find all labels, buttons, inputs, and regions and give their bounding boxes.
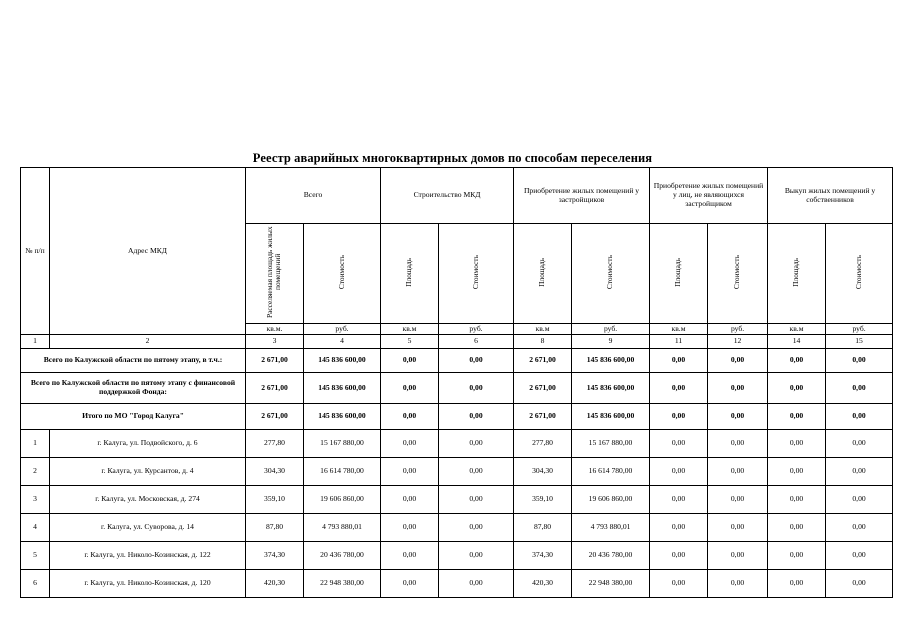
header-sub-area-long: Расселяемая площадь жилых помещений	[246, 224, 304, 324]
registry-table	[20, 167, 893, 598]
header-group-total: Всего	[246, 168, 381, 224]
col-number: 3	[246, 335, 304, 349]
summary-value: 0,00	[768, 349, 826, 373]
summary-value: 0,00	[381, 349, 439, 373]
row-value: 374,30	[514, 542, 572, 570]
summary-value: 0,00	[826, 373, 893, 404]
summary-value: 2 671,00	[246, 373, 304, 404]
header-sub-cost: Стоимость	[304, 224, 381, 324]
row-value: 0,00	[381, 514, 439, 542]
summary-value: 0,00	[650, 349, 708, 373]
header-group-buyout: Выкуп жилых помещений у собственников	[768, 168, 893, 224]
row-value: 0,00	[768, 486, 826, 514]
row-value: 304,30	[246, 458, 304, 486]
row-number: 6	[21, 570, 50, 598]
header-sub-area: Площадь	[650, 224, 708, 324]
summary-value: 2 671,00	[246, 349, 304, 373]
row-value: 0,00	[439, 570, 514, 598]
summary-value: 145 836 600,00	[304, 349, 381, 373]
unit-label: кв.м.	[246, 324, 304, 335]
row-value: 0,00	[439, 514, 514, 542]
header-sub-area: Площадь	[514, 224, 572, 324]
row-value: 22 948 380,00	[572, 570, 650, 598]
row-number: 4	[21, 514, 50, 542]
row-value: 304,30	[514, 458, 572, 486]
summary-row	[21, 373, 893, 404]
row-value: 19 606 860,00	[304, 486, 381, 514]
summary-value: 0,00	[826, 404, 893, 430]
row-value: 0,00	[826, 458, 893, 486]
table-row	[21, 486, 893, 514]
header-sub-cost: Стоимость	[826, 224, 893, 324]
unit-label: руб.	[826, 324, 893, 335]
summary-value: 145 836 600,00	[572, 373, 650, 404]
col-number: 11	[650, 335, 708, 349]
row-value: 0,00	[708, 486, 768, 514]
summary-row	[21, 404, 893, 430]
header-sub-cost: Стоимость	[708, 224, 768, 324]
col-number: 5	[381, 335, 439, 349]
row-value: 16 614 780,00	[304, 458, 381, 486]
summary-value: 145 836 600,00	[304, 404, 381, 430]
summary-value: 145 836 600,00	[572, 349, 650, 373]
row-address: г. Калуга, ул. Суворова, д. 14	[50, 514, 246, 542]
row-value: 0,00	[650, 542, 708, 570]
unit-label: руб.	[304, 324, 381, 335]
summary-value: 0,00	[381, 373, 439, 404]
row-value: 87,80	[514, 514, 572, 542]
summary-value: 0,00	[768, 404, 826, 430]
row-value: 0,00	[650, 514, 708, 542]
row-value: 0,00	[708, 458, 768, 486]
row-value: 0,00	[439, 430, 514, 458]
row-value: 0,00	[826, 570, 893, 598]
row-value: 374,30	[246, 542, 304, 570]
row-value: 0,00	[826, 486, 893, 514]
col-number: 14	[768, 335, 826, 349]
row-value: 277,80	[514, 430, 572, 458]
row-value: 15 167 880,00	[304, 430, 381, 458]
row-value: 4 793 880,01	[304, 514, 381, 542]
unit-label: кв.м	[650, 324, 708, 335]
row-value: 0,00	[826, 542, 893, 570]
header-sub-area: Площадь	[381, 224, 439, 324]
table-row	[21, 514, 893, 542]
row-value: 20 436 780,00	[572, 542, 650, 570]
row-value: 0,00	[381, 542, 439, 570]
row-number: 2	[21, 458, 50, 486]
summary-value: 0,00	[708, 404, 768, 430]
row-number: 3	[21, 486, 50, 514]
col-number: 2	[50, 335, 246, 349]
row-value: 420,30	[514, 570, 572, 598]
col-number: 6	[439, 335, 514, 349]
summary-value: 0,00	[650, 373, 708, 404]
row-value: 0,00	[768, 458, 826, 486]
row-value: 16 614 780,00	[572, 458, 650, 486]
row-value: 4 793 880,01	[572, 514, 650, 542]
row-address: г. Калуга, ул. Подвойского, д. 6	[50, 430, 246, 458]
row-value: 87,80	[246, 514, 304, 542]
unit-label: руб.	[708, 324, 768, 335]
header-group-construction: Строительство МКД	[381, 168, 514, 224]
row-value: 277,80	[246, 430, 304, 458]
summary-value: 0,00	[768, 373, 826, 404]
summary-value: 0,00	[381, 404, 439, 430]
row-address: г. Калуга, ул. Курсантов, д. 4	[50, 458, 246, 486]
header-sub-area: Площадь	[768, 224, 826, 324]
header-sub-cost: Стоимость	[572, 224, 650, 324]
row-value: 420,30	[246, 570, 304, 598]
row-value: 0,00	[650, 458, 708, 486]
col-number: 4	[304, 335, 381, 349]
col-number: 1	[21, 335, 50, 349]
header-sub-cost: Стоимость	[439, 224, 514, 324]
row-value: 0,00	[650, 570, 708, 598]
row-value: 359,10	[246, 486, 304, 514]
row-address: г. Калуга, ул. Николо-Козинская, д. 120	[50, 570, 246, 598]
summary-value: 0,00	[708, 373, 768, 404]
row-value: 0,00	[381, 486, 439, 514]
row-value: 0,00	[381, 458, 439, 486]
row-value: 0,00	[439, 458, 514, 486]
row-value: 0,00	[381, 570, 439, 598]
header-num: № п/п	[21, 168, 50, 335]
col-number: 8	[514, 335, 572, 349]
row-value: 0,00	[768, 514, 826, 542]
row-value: 19 606 860,00	[572, 486, 650, 514]
summary-label: Всего по Калужской области по пятому этапу, в т.ч.:	[21, 349, 246, 373]
summary-label: Итого по МО "Город Калуга"	[21, 404, 246, 430]
row-value: 0,00	[439, 542, 514, 570]
unit-label: кв.м	[768, 324, 826, 335]
row-address: г. Калуга, ул. Московская, д. 274	[50, 486, 246, 514]
summary-label: Всего по Калужской области по пятому этапу с финансовой поддержкой Фонда:	[21, 373, 246, 404]
summary-value: 0,00	[439, 404, 514, 430]
header-row-groups	[21, 168, 893, 224]
row-value: 0,00	[708, 542, 768, 570]
header-address: Адрес МКД	[50, 168, 246, 335]
table-row	[21, 542, 893, 570]
unit-label: руб.	[572, 324, 650, 335]
row-value: 22 948 380,00	[304, 570, 381, 598]
row-value: 0,00	[826, 430, 893, 458]
row-value: 0,00	[708, 430, 768, 458]
summary-value: 2 671,00	[514, 373, 572, 404]
row-value: 0,00	[708, 514, 768, 542]
col-number: 12	[708, 335, 768, 349]
row-value: 0,00	[708, 570, 768, 598]
row-number: 1	[21, 430, 50, 458]
summary-value: 0,00	[826, 349, 893, 373]
row-value: 15 167 880,00	[572, 430, 650, 458]
row-value: 0,00	[768, 570, 826, 598]
unit-label: руб.	[439, 324, 514, 335]
unit-label: кв.м	[514, 324, 572, 335]
header-row-colnums	[21, 335, 893, 349]
row-value: 0,00	[650, 430, 708, 458]
summary-value: 145 836 600,00	[572, 404, 650, 430]
page-title: Реестр аварийных многоквартирных домов по способам переселения	[252, 151, 653, 165]
unit-label: кв.м	[381, 324, 439, 335]
row-value: 359,10	[514, 486, 572, 514]
summary-value: 0,00	[439, 373, 514, 404]
row-value: 0,00	[768, 542, 826, 570]
row-number: 5	[21, 542, 50, 570]
header-group-developer: Приобретение жилых помещений у застройщиков	[514, 168, 650, 224]
summary-row	[21, 349, 893, 373]
summary-value: 0,00	[708, 349, 768, 373]
col-number: 15	[826, 335, 893, 349]
row-value: 0,00	[650, 486, 708, 514]
row-value: 0,00	[381, 430, 439, 458]
summary-value: 2 671,00	[514, 404, 572, 430]
row-address: г. Калуга, ул. Николо-Козинская, д. 122	[50, 542, 246, 570]
row-value: 0,00	[439, 486, 514, 514]
summary-value: 0,00	[650, 404, 708, 430]
row-value: 0,00	[826, 514, 893, 542]
summary-value: 145 836 600,00	[304, 373, 381, 404]
header-group-non-developer: Приобретение жилых помещений у лиц, не являющихся застройщиком	[650, 168, 768, 224]
table-row	[21, 570, 893, 598]
row-value: 20 436 780,00	[304, 542, 381, 570]
table-row	[21, 430, 893, 458]
table-row	[21, 458, 893, 486]
summary-value: 2 671,00	[246, 404, 304, 430]
summary-value: 2 671,00	[514, 349, 572, 373]
col-number: 9	[572, 335, 650, 349]
summary-value: 0,00	[439, 349, 514, 373]
row-value: 0,00	[768, 430, 826, 458]
